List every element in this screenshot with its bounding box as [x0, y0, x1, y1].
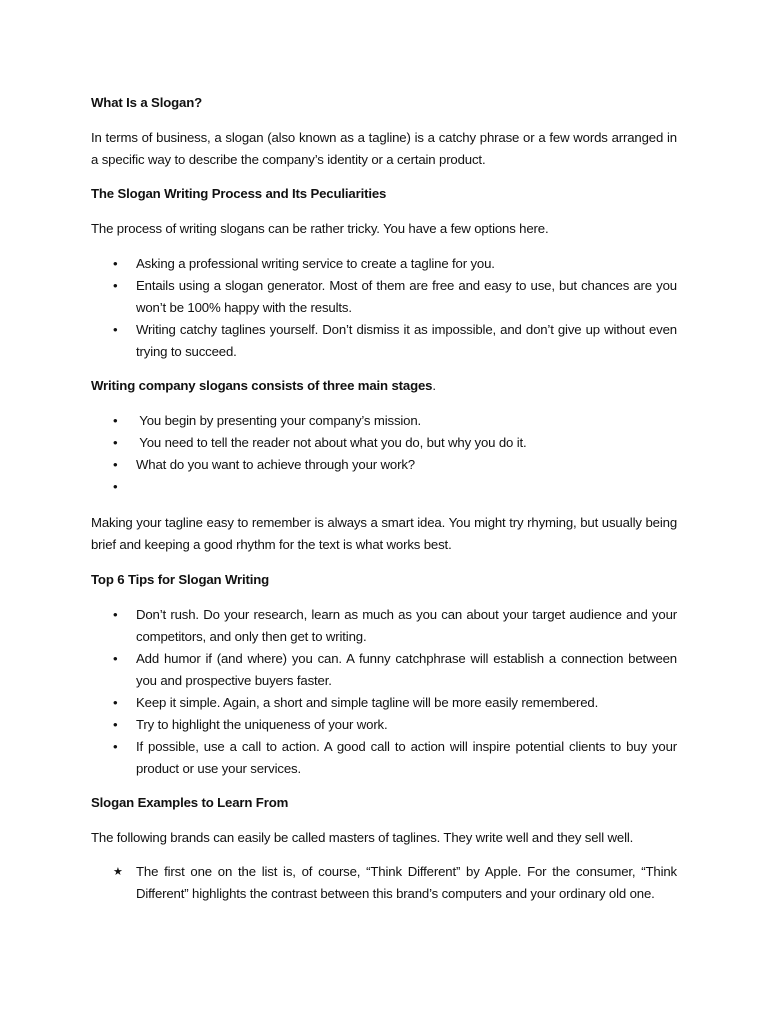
bullet-marker: •: [113, 695, 118, 710]
list-item-text: Writing catchy taglines yourself. Don’t dismiss it as impossible, and don’t give up without even trying to succeed.: [136, 322, 677, 359]
list-item: [91, 253, 677, 275]
bullet-marker: •: [113, 256, 118, 271]
list-item: [91, 476, 677, 498]
bullet-marker: •: [113, 435, 118, 450]
bullet-marker: •: [113, 278, 118, 293]
list-item: [91, 275, 677, 319]
heading-three-stages-text: Writing company slogans consists of three main stages: [91, 378, 433, 393]
stages-list: [91, 410, 677, 498]
list-item: [91, 861, 677, 905]
list-item-text: You need to tell the reader not about what you do, but why you do it.: [136, 435, 527, 450]
bullet-marker: •: [113, 651, 118, 666]
list-item-text: What do you want to achieve through your work?: [136, 457, 415, 472]
examples-list: [91, 861, 677, 905]
bullet-marker: •: [113, 322, 118, 337]
list-item-text: Add humor if (and where) you can. A funny catchphrase will establish a connection between you and prospective buyers faster.: [136, 651, 677, 688]
list-item: [91, 692, 677, 714]
list-item: [91, 454, 677, 476]
list-item: [91, 736, 677, 780]
list-item-text: Keep it simple. Again, a short and simple tagline will be more easily remembered.: [136, 695, 599, 710]
list-item-text: Try to highlight the uniqueness of your work.: [136, 717, 388, 732]
list-item-text: Don’t rush. Do your research, learn as much as you can about your target audience and your competitors, and only then get to writing.: [136, 607, 677, 644]
star-bullet-icon: ★: [113, 866, 123, 878]
heading-slogan-examples: Slogan Examples to Learn From: [91, 795, 289, 810]
bullet-marker: •: [113, 607, 118, 622]
bullet-marker: •: [113, 457, 118, 472]
list-item-text: Asking a professional writing service to create a tagline for you.: [136, 256, 495, 271]
tips-list: [91, 604, 677, 780]
list-item-text: Entails using a slogan generator. Most of them are free and easy to use, but chances are you won’t be 100% happy with the results.: [136, 278, 677, 315]
heading-top-tips: Top 6 Tips for Slogan Writing: [91, 572, 270, 587]
paragraph-slogan-definition: In terms of business, a slogan (also known as a tagline) is a catchy phrase or a few words arranged in a specific way to describe the company’s identity or a certain product.: [91, 130, 677, 167]
list-item: [91, 319, 677, 363]
paragraph-easy-to-remember: Making your tagline easy to remember is always a smart idea. You might try rhyming, but usually being brief and keeping a good rhythm for the text is what works best.: [91, 515, 677, 552]
list-item-text: You begin by presenting your company’s mission.: [136, 413, 422, 428]
list-item: [91, 714, 677, 736]
heading-what-is-slogan: What Is a Slogan?: [91, 95, 203, 110]
list-item: [91, 432, 677, 454]
list-item: [91, 604, 677, 648]
list-item: [91, 410, 677, 432]
heading-writing-process: The Slogan Writing Process and Its Peculiarities: [91, 186, 387, 201]
options-list: [91, 253, 677, 363]
list-item-text: The first one on the list is, of course, “Think Different” by Apple. For the consumer, “Think Different” highlights the contrast between this brand’s computers and your ordinary old one.: [136, 864, 677, 901]
bullet-marker: •: [113, 717, 118, 732]
list-item-text: If possible, use a call to action. A good call to action will inspire potential clients to buy your product or use your services.: [136, 739, 677, 776]
bullet-marker: •: [113, 739, 118, 754]
paragraph-brands-intro: The following brands can easily be called masters of taglines. They write well and they sell well.: [91, 830, 634, 845]
bullet-marker: •: [113, 413, 118, 428]
paragraph-process-intro: The process of writing slogans can be rather tricky. You have a few options here.: [91, 221, 549, 236]
heading-three-stages: [91, 375, 677, 397]
bullet-marker: •: [113, 479, 118, 494]
list-item: [91, 648, 677, 692]
heading-three-stages-period: .: [432, 378, 436, 393]
